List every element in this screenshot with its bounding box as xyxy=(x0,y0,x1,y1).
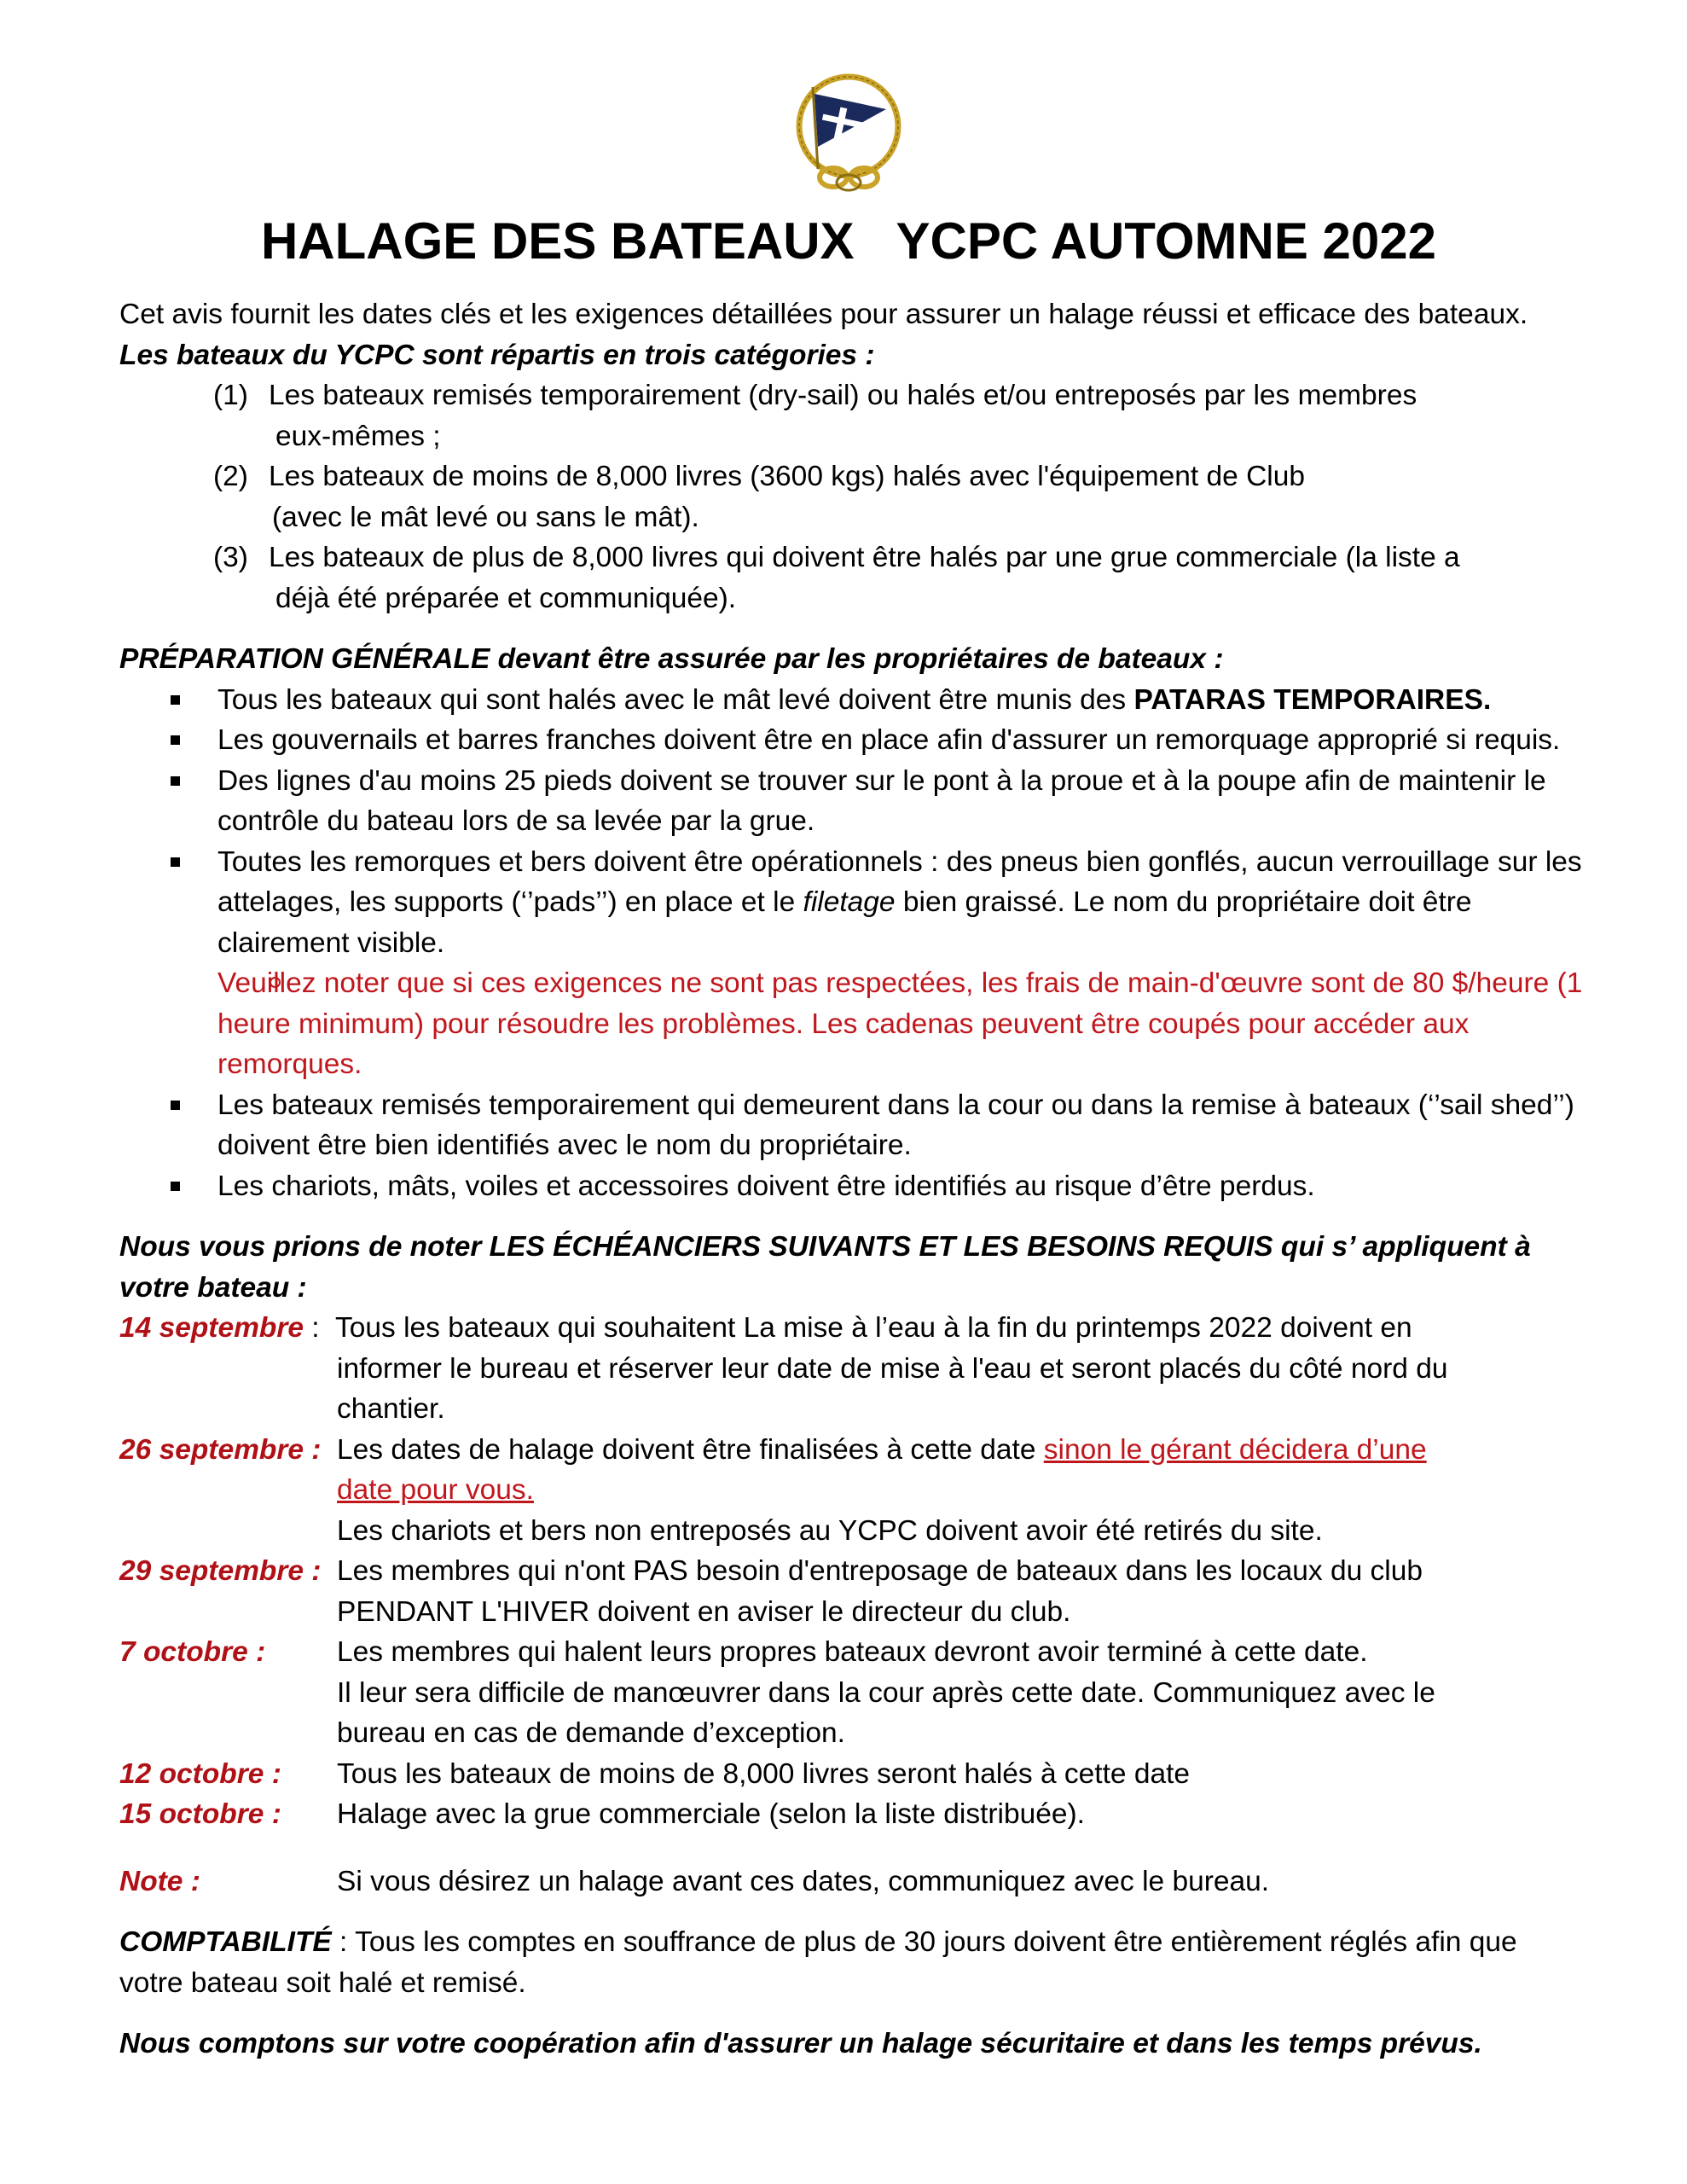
preparation-list xyxy=(119,680,1586,1207)
schedule-text: Tous les bateaux de moins de 8,000 livres seront halés à cette date xyxy=(337,1757,1191,1790)
pataras-emphasis: PATARAS TEMPORAIRES. xyxy=(1133,683,1492,716)
list-text: Les gouvernails et barres franches doivent être en place afin d'assurer un remorquage approprié si requis. xyxy=(217,724,1561,756)
schedule-text: informer le bureau et réserver leur date de mise à l'eau et seront placés du côté nord du xyxy=(337,1352,1448,1385)
list-text: Les bateaux de plus de 8,000 livres qui doivent être halés par une grue commerciale (la liste a xyxy=(269,542,1460,573)
bullet-circle-icon xyxy=(270,977,281,988)
list-text: déjà été préparée et communiquée). xyxy=(275,582,737,614)
list-item xyxy=(119,537,1586,619)
schedule-text: Les dates de halage doivent être finalisées à cette date xyxy=(337,1433,1044,1466)
list-text: Les bateaux remisés temporairement qui demeurent dans la cour ou dans la remise à bateaux (‘’sail shed’’) doivent être bien identifiés avec le nom du propriétaire. xyxy=(217,1089,1574,1161)
filetage-emphasis: filetage xyxy=(803,886,896,918)
schedule-date: 29 septembre : xyxy=(119,1555,322,1587)
date-separator: : xyxy=(304,1312,320,1344)
list-number: (2) xyxy=(213,461,248,492)
schedule-row xyxy=(119,1632,1586,1754)
schedule-text: Halage avec la grue commerciale (selon la liste distribuée). xyxy=(337,1798,1085,1830)
list-text: eux-mêmes ; xyxy=(275,420,441,452)
note-text: Si vous désirez un halage avant ces dates, communiquez avec le bureau. xyxy=(337,1865,1270,1897)
schedule-date: 7 octobre : xyxy=(119,1636,266,1668)
note-label: Note : xyxy=(119,1865,200,1897)
schedule-text: Tous les bateaux qui souhaitent La mise à l’eau à la fin du printemps 2022 doivent en xyxy=(335,1312,1412,1344)
list-text: (avec le mât levé ou sans le mât). xyxy=(272,501,699,533)
bullet-square-icon xyxy=(171,695,180,705)
schedule-row xyxy=(119,1551,1586,1632)
bullet-square-icon xyxy=(171,735,180,745)
note-row xyxy=(119,1862,1586,1902)
schedule-date: 15 octobre : xyxy=(119,1798,281,1830)
list-text: Les bateaux de moins de 8,000 livres (3600 kgs) halés avec l'équipement de Club xyxy=(269,461,1305,492)
list-item xyxy=(119,1166,1586,1207)
document-body xyxy=(119,294,1586,2065)
list-text: bien graissé. Le nom du propriétaire doit être clairement visible. xyxy=(217,886,1472,959)
schedule-text: Les membres qui halent leurs propres bateaux devront avoir terminé à cette date. xyxy=(337,1636,1368,1668)
schedule-text: Il leur sera difficile de manœuvrer dans la cour après cette date. Communiquez avec le xyxy=(337,1676,1435,1709)
list-text: Toutes les remorques et bers doivent être opérationnels : des pneus bien gonflés, aucun verrouillage sur les attelages, les supports (‘’pads’’) en place et le xyxy=(217,845,1582,918)
accounting-text: : Tous les comptes en souffrance de plus de 30 jours doivent être entièrement réglés afin que votre bateau soit halé et remisé. xyxy=(119,1926,1517,1999)
list-item xyxy=(119,1085,1586,1166)
list-number: (1) xyxy=(213,380,248,411)
schedule-row xyxy=(119,1754,1586,1795)
list-text: Tous les bateaux qui sont halés avec le mât levé doivent être munis des xyxy=(217,683,1134,716)
preparation-heading: PRÉPARATION GÉNÉRALE devant être assurée par les propriétaires de bateaux : xyxy=(119,643,1224,675)
schedule-row xyxy=(119,1308,1586,1430)
bullet-square-icon xyxy=(171,776,180,786)
manager-decision-warning: sinon le gérant décidera d’une xyxy=(1043,1433,1427,1466)
intro-paragraph: Cet avis fournit les dates clés et les exigences détaillées pour assurer un halage réussi et efficace des bateaux. xyxy=(119,299,1528,330)
list-item xyxy=(119,456,1586,537)
list-item xyxy=(119,720,1586,761)
bullet-square-icon xyxy=(171,857,180,867)
closing-statement: Nous comptons sur votre coopération afin d'assurer un halage sécuritaire et dans les temps prévus. xyxy=(119,2028,1482,2059)
schedule-text: bureau en cas de demande d’exception. xyxy=(337,1717,845,1749)
schedule-text: chantier. xyxy=(337,1393,445,1425)
list-item xyxy=(119,680,1586,721)
categories-list xyxy=(119,375,1586,619)
accounting-paragraph xyxy=(119,1922,1586,2003)
schedule-heading: Nous vous prions de noter LES ÉCHÉANCIERS SUIVANTS ET LES BESOINS REQUIS qui s’ appliquent à votre bateau : xyxy=(119,1231,1531,1304)
manager-decision-warning: date pour vous. xyxy=(337,1474,534,1506)
schedule-date: 14 septembre xyxy=(119,1312,304,1344)
list-item xyxy=(119,842,1586,964)
schedule-date: 12 octobre : xyxy=(119,1757,281,1790)
document-title: HALAGE DES BATEAUX YCPC AUTOMNE 2022 xyxy=(260,212,1437,270)
list-number: (3) xyxy=(213,542,248,573)
schedule-text: Les membres qui n'ont PAS besoin d'entreposage de bateaux dans les locaux du club xyxy=(337,1555,1423,1587)
schedule-text: Les chariots et bers non entreposés au YCPC doivent avoir été retirés du site. xyxy=(337,1514,1323,1547)
penalty-note-text: Veuillez noter que si ces exigences ne sont pas respectées, les frais de main-d'œuvre sont de 80 $/heure (1 heure minimum) pour résoudre les problèmes. Les cadenas peuvent être coupés pour accéder aux remorques. xyxy=(217,967,1583,1080)
bullet-square-icon xyxy=(171,1182,180,1191)
schedule-text: PENDANT L'HIVER doivent en aviser le directeur du club. xyxy=(337,1595,1071,1628)
bullet-square-icon xyxy=(171,1101,180,1110)
categories-heading: Les bateaux du YCPC sont répartis en trois catégories : xyxy=(119,339,875,371)
ycpc-burgee-logo-icon xyxy=(780,68,917,205)
schedule-row xyxy=(119,1794,1586,1835)
list-item xyxy=(119,761,1586,842)
schedule-list xyxy=(119,1308,1586,1902)
schedule-row xyxy=(119,1430,1586,1552)
schedule-date: 26 septembre : xyxy=(119,1433,322,1466)
list-text: Les chariots, mâts, voiles et accessoires doivent être identifiés au risque d’être perdus. xyxy=(217,1170,1315,1202)
list-text: Les bateaux remisés temporairement (dry-sail) ou halés et/ou entreposés par les membres xyxy=(269,380,1417,411)
penalty-note xyxy=(119,963,1586,1085)
list-item xyxy=(119,375,1586,456)
accounting-label: COMPTABILITÉ xyxy=(119,1926,332,1958)
list-text: Des lignes d'au moins 25 pieds doivent se trouver sur le pont à la proue et à la poupe afin de maintenir le contrôle du bateau lors de sa levée par la grue. xyxy=(217,764,1546,837)
